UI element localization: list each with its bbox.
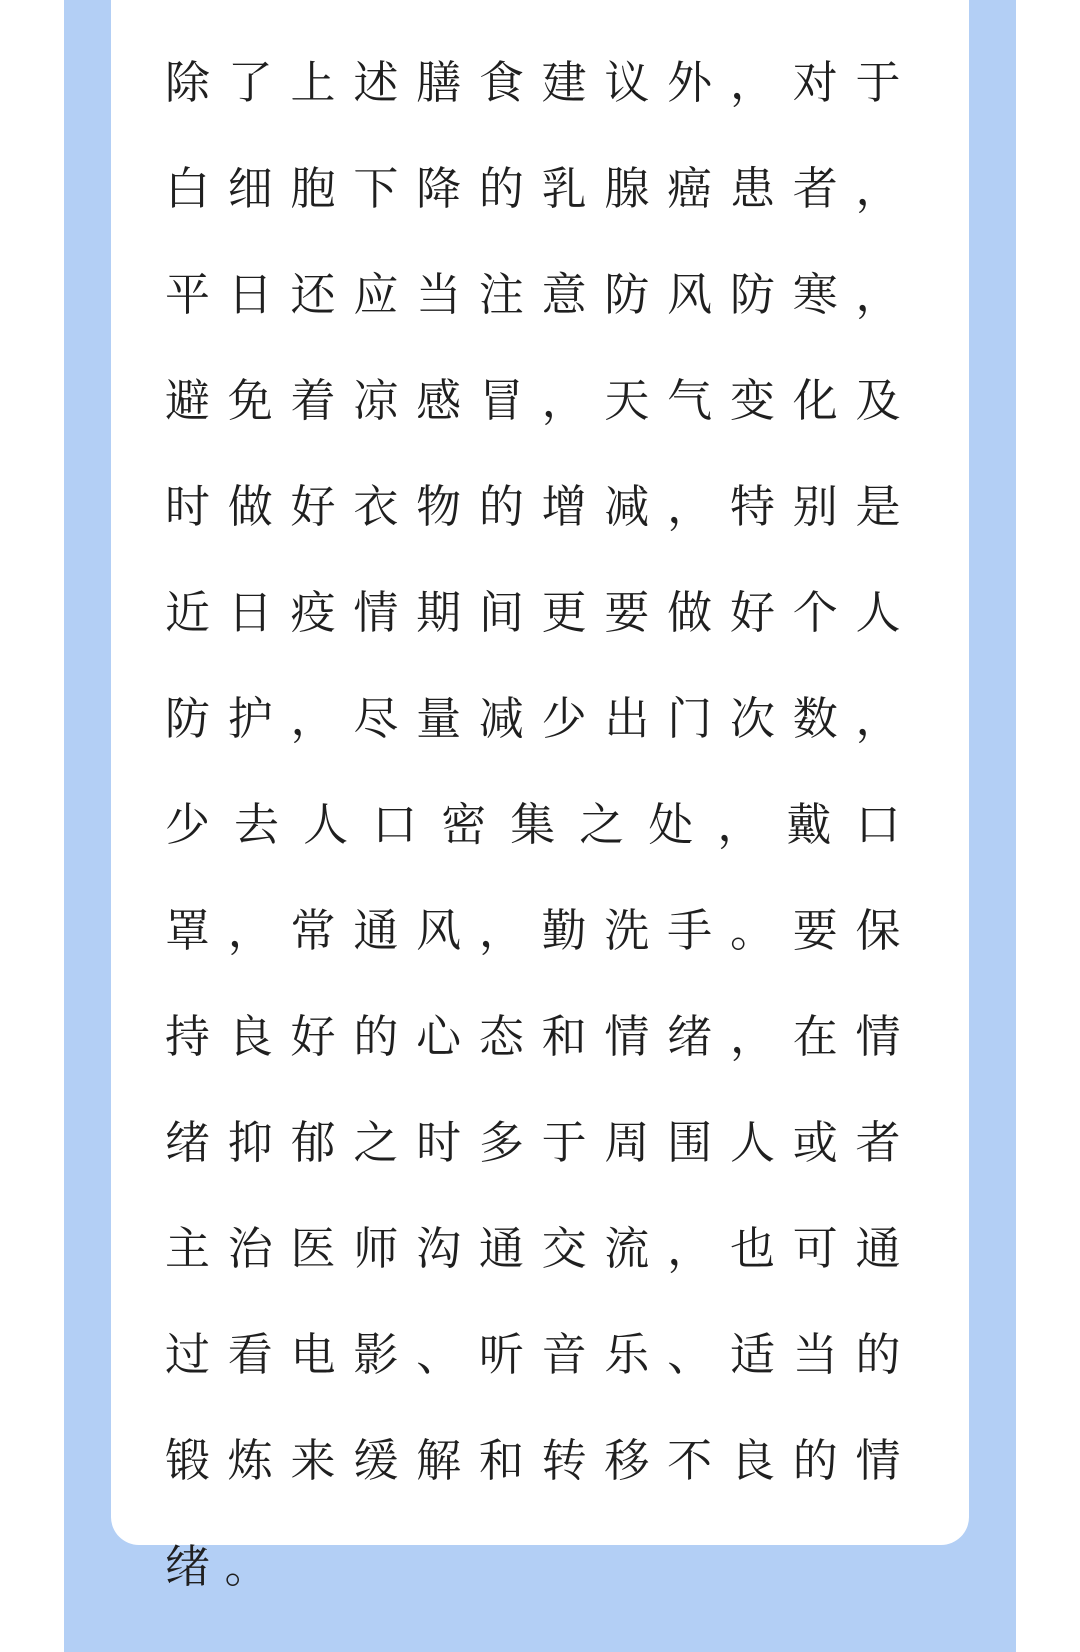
article-paragraph: 除了上述膳食建议外，对于白细胞下降的乳腺癌患者，平日还应当注意防风防寒，避免着凉感冒，天气变化及时做好衣物的增减，特别是近日疫情期间更要做好个人防护，尽量减少出门次数，少去人口密集之处，戴口罩，常通风，勤洗手。要保持良好的心态和情绪，在情绪抑郁之时多于周围人或者主治医师沟通交流，也可通过看电影、听音乐、适当的锻炼来缓解和转移不良的情绪。 [165, 56, 915, 1593]
